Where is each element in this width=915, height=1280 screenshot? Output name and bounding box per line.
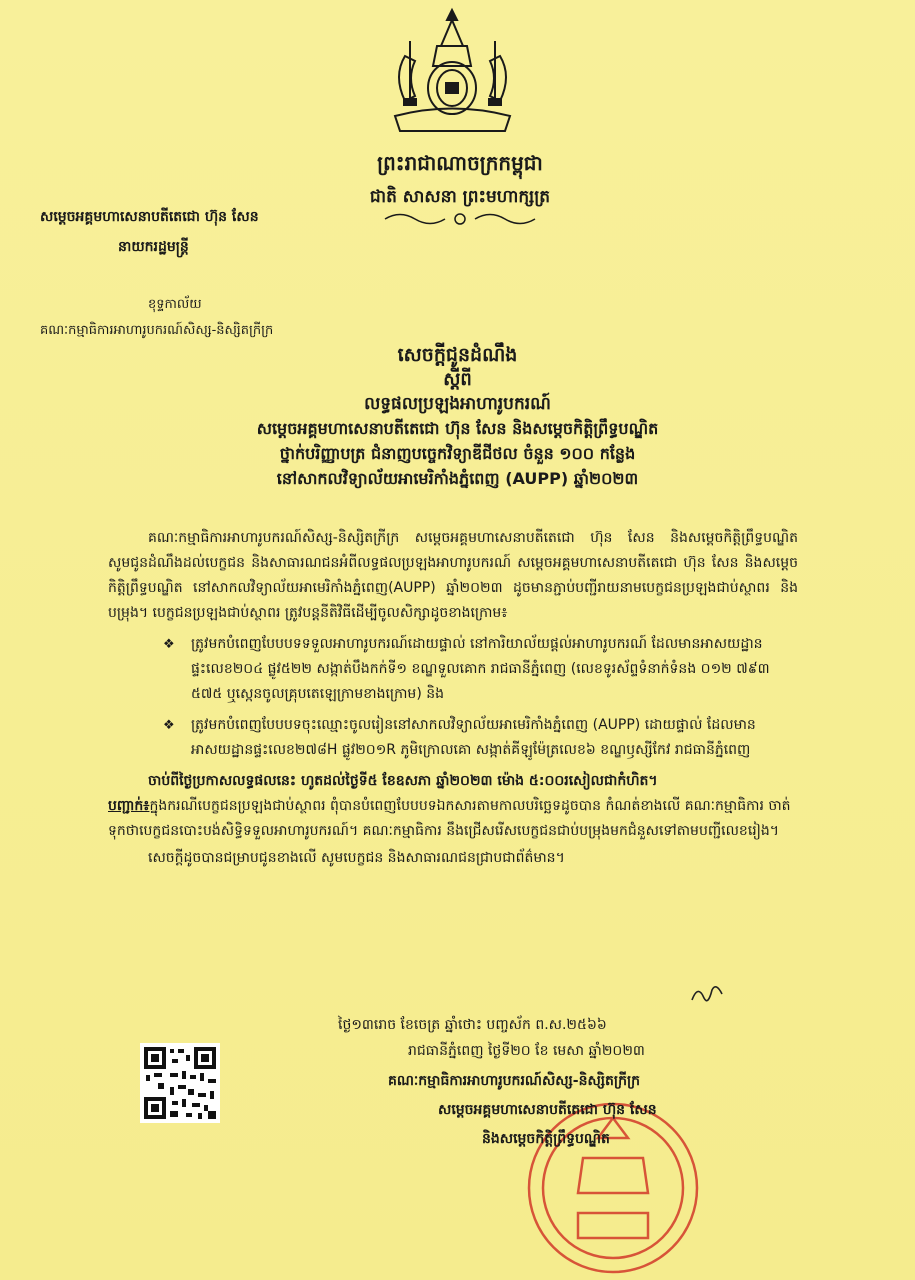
- royal-arms-emblem: [385, 6, 520, 141]
- sender-position: នាយករដ្ឋមន្ត្រី: [118, 239, 189, 255]
- telegram-qr-code[interactable]: [140, 1043, 220, 1123]
- signatory-committee: គណៈកម្មាធិការអាហារូបករណ៍សិស្ស-និស្សិតក្រីក្រ: [388, 1073, 641, 1089]
- signatory-name-2: និងសម្តេចកិត្តិព្រឹទ្ធបណ្ឌិត: [482, 1131, 610, 1147]
- kingdom-name: ព្រះរាជាណាចក្រកម្ពុជា: [377, 151, 543, 175]
- deadline-text: ចាប់ពីថ្ងៃប្រកាសលទ្ធផលនេះ ហូតដល់ថ្ងៃទី៥ ខែឧសភា ឆ្នាំ២០២៣ ម៉ោង ៥:០០រសៀលជាកំហិត។: [148, 773, 658, 789]
- note-paragraph: [108, 794, 798, 844]
- title-line-4: សម្តេចអគ្គមហាសេនាបតីតេជោ ហ៊ុន សែន និងសម្តេចកិត្តិព្រឹទ្ធបណ្ឌិត: [256, 419, 659, 438]
- issue-date: រាជធានីភ្នំពេញ ថ្ងៃទី២០ ខែ មេសា ឆ្នាំ២០២៣: [408, 1043, 645, 1059]
- official-seal-stamp: [518, 1098, 708, 1278]
- title-line-6: នៅសាកលវិទ្យាល័យអាមេរិកាំងភ្នំពេញ (AUPP) ឆ្នាំ២០២៣: [276, 469, 639, 488]
- title-line-1: សេចក្តីជូនដំណឹង: [397, 344, 518, 366]
- office-name: ខុទ្ទកាល័យ: [148, 297, 202, 312]
- title-line-5: ថ្នាក់បរិញ្ញាបត្រ ជំនាញបច្ចេកវិទ្យាឌីជីថល ចំនួន ១០០ កន្លែង: [279, 444, 636, 463]
- notice-body: [108, 526, 798, 871]
- body-paragraph: គណៈកម្មាធិការអាហារូបករណ៍សិស្ស-និស្សិតក្រីក្រ សម្តេចអគ្គមហាសេនាបតីតេជោ ហ៊ុន សែន និងសម្តេចកិត្តិព្រឹទ្ធបណ្ឌិត សូមជូនដំណឹងដល់បេក្ខជន និងសាធារណជនអំពីលទ្ធផលប្រឡងអាហារូបករណ៍ សម្តេចអគ្គមហាសេនាបតីតេជោ ហ៊ុន សែន និងសម្តេចកិត្តិព្រឹទ្ធបណ្ឌិត នៅសាកលវិទ្យាល័យអាមេរិកាំងភ្នំពេញ(AUPP) ឆ្នាំ២០២៣ ដូចមានភ្ជាប់បញ្ជីរាយនាមបេក្ខជនប្រឡងជាប់ស្ថាពរ និងបម្រុង។ បេក្ខជនប្រឡងជាប់ស្ថាពរ ត្រូវបន្តនីតិវិធីដើម្បីចូលសិក្សាដូចខាងក្រោម៖: [108, 530, 798, 621]
- bullet-item-2: [153, 713, 798, 763]
- note-label: បញ្ជាក់៖: [108, 798, 150, 814]
- sender-title: សម្តេចអគ្គមហាសេនាបតីតេជោ ហ៊ុន សែន: [40, 209, 259, 225]
- diamond-bullet-icon: ❖: [163, 637, 175, 652]
- closing-text: សេចក្តីដូចបានជម្រាបជូនខាងលើ សូមបេក្ខជន និងសាធារណជនជ្រាបជាព័ត៌មាន។: [148, 850, 565, 866]
- national-motto: ជាតិ សាសនា ព្រះមហាក្សត្រ: [369, 187, 551, 207]
- bullet-text-1: ត្រូវមកបំពេញបែបបទទទួលអាហារូបករណ៍ដោយផ្ទាល់ នៅការិយាល័យផ្តល់អាហារូបករណ៍ ដែលមានអាសយដ្ឋានផ្ទះលេខ២០៤ ផ្លូវ៥២២ សង្កាត់បឹងកក់ទី១ ខណ្ឌទួលគោក រាជធានីភ្នំពេញ (លេខទូរស័ព្ទទំនាក់ទំនង ០១២ ៧៩៣ ៥៧៥ ឬស្កេនចូលគ្រុបតេឡេក្រាមខាងក្រោម) និង: [191, 636, 770, 702]
- committee-name: គណៈកម្មាធិការអាហារូបករណ៍សិស្ស-និស្សិតក្រីក្រ: [40, 323, 274, 338]
- notice-title: [120, 342, 795, 491]
- note-text: ក្នុងករណីបេក្ខជនប្រឡងជាប់ស្ថាពរ ពុំបានបំពេញបែបបទឯកសារតាមកាលបរិច្ឆេទដូចបាន កំណត់ខាងលើ គណៈកម្មាធិការ ចាត់ទុកថាបេក្ខជនបោះបង់សិទ្ធិទទួលអាហារូបករណ៍។ គណៈកម្មាធិការ នឹងជ្រើសរើសបេក្ខជនជាប់បម្រុងមកជំនួសទៅតាមបញ្ជីលេខរៀង។: [108, 798, 791, 839]
- lunar-date: ថ្ងៃ១៣រោច ខែចេត្រ ឆ្នាំថោះ បញ្ចស័ក ព.ស.២៥៦៦: [338, 1017, 607, 1033]
- bullet-text-2: ត្រូវមកបំពេញបែបបទចុះឈ្មោះចូលរៀននៅសាកលវិទ្យាល័យអាមេរិកាំងភ្នំពេញ (AUPP) ដោយផ្ទាល់ ដែលមានអាសយដ្ឋានផ្ទះលេខ២៧៨H ផ្លូវ២០១R ភូមិក្រោលគោ សង្កាត់គីឡូម៉ែត្រលេខ៦ ខណ្ឌឫស្សីកែវ រាជធានីភ្នំពេញ: [191, 717, 756, 758]
- ornament-divider-icon: [380, 210, 540, 228]
- signatory-name: សម្តេចអគ្គមហាសេនាបតីតេជោ ហ៊ុន សែន: [438, 1102, 657, 1118]
- title-line-2: ស្តីពី: [443, 369, 472, 390]
- title-line-3: លទ្ធផលប្រឡងអាហារូបករណ៍: [364, 394, 551, 414]
- bullet-item-1: [153, 632, 798, 707]
- diamond-bullet-icon: ❖: [163, 718, 175, 733]
- initial-signature: [688, 980, 728, 1010]
